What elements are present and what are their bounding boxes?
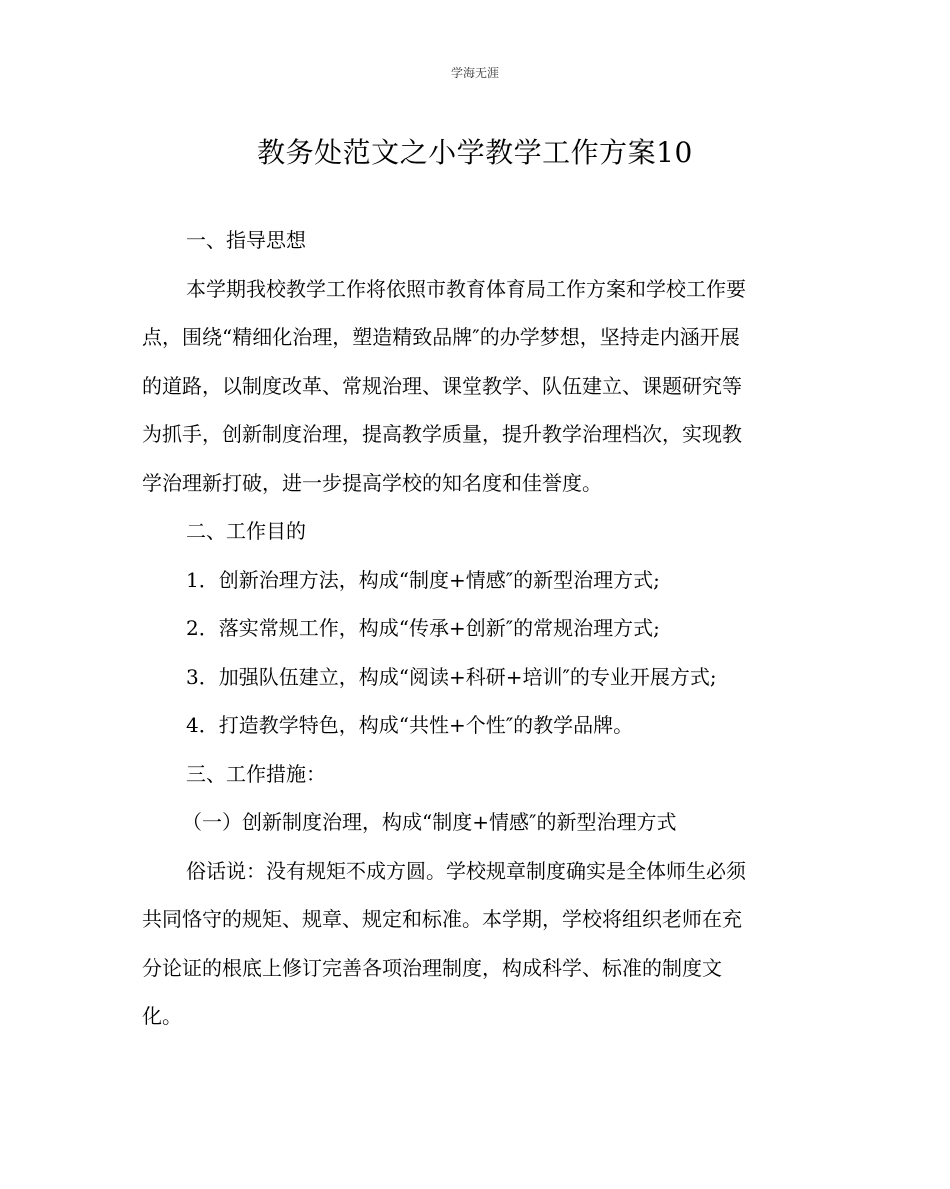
section-heading: 一、指导思想 — [186, 228, 306, 252]
list-item: 1．创新治理方法，构成“制度+情感″的新型治理方式; — [186, 567, 660, 592]
paragraph-line: 学治理新打破，进一步提高学校的知名度和佳誉度。 — [142, 470, 602, 495]
section-heading: 三、工作措施： — [186, 761, 326, 786]
paragraph-line: 共同恪守的规矩、规章、规定和标准。本学期，学校将组织老师在充 — [142, 907, 742, 931]
paragraph-line: 点，围绕“精细化治理，塑造精致品牌″的办学梦想，坚持走内涵开展 — [142, 325, 740, 349]
paragraph-line: 的道路，以制度改革、常规治理、课堂教学、队伍建立、课题研究等 — [142, 373, 742, 398]
paragraph-line: 化。 — [142, 1004, 182, 1028]
paragraph-line: 俗话说：没有规矩不成方圆。学校规章制度确实是全体师生必须 — [186, 858, 746, 883]
list-item: 4．打造教学特色，构成“共性+个性″的教学品牌。 — [186, 713, 634, 737]
subsection-heading: （一）创新制度治理，构成“制度+情感″的新型治理方式 — [182, 810, 677, 834]
paragraph-line: 分论证的根底上修订完善各项治理制度，构成科学、标准的制度文 — [142, 955, 722, 980]
document-body — [142, 216, 810, 1041]
paragraph-line: 本学期我校教学工作将依照市教育体育局工作方案和学校工作要 — [186, 276, 746, 301]
section-heading: 二、工作目的 — [186, 519, 306, 543]
paragraph-line: 为抓手，创新制度治理，提高教学质量，提升教学治理档次，实现教 — [142, 422, 742, 446]
list-item: 3．加强队伍建立，构成“阅读+科研+培训″的专业开展方式; — [186, 664, 717, 689]
list-item: 2．落实常规工作，构成“传承+创新″的常规治理方式; — [186, 616, 660, 640]
page-header: 学海无涯 — [450, 66, 499, 80]
document-title: 教务处范文之小学教学工作方案10 — [257, 136, 693, 169]
